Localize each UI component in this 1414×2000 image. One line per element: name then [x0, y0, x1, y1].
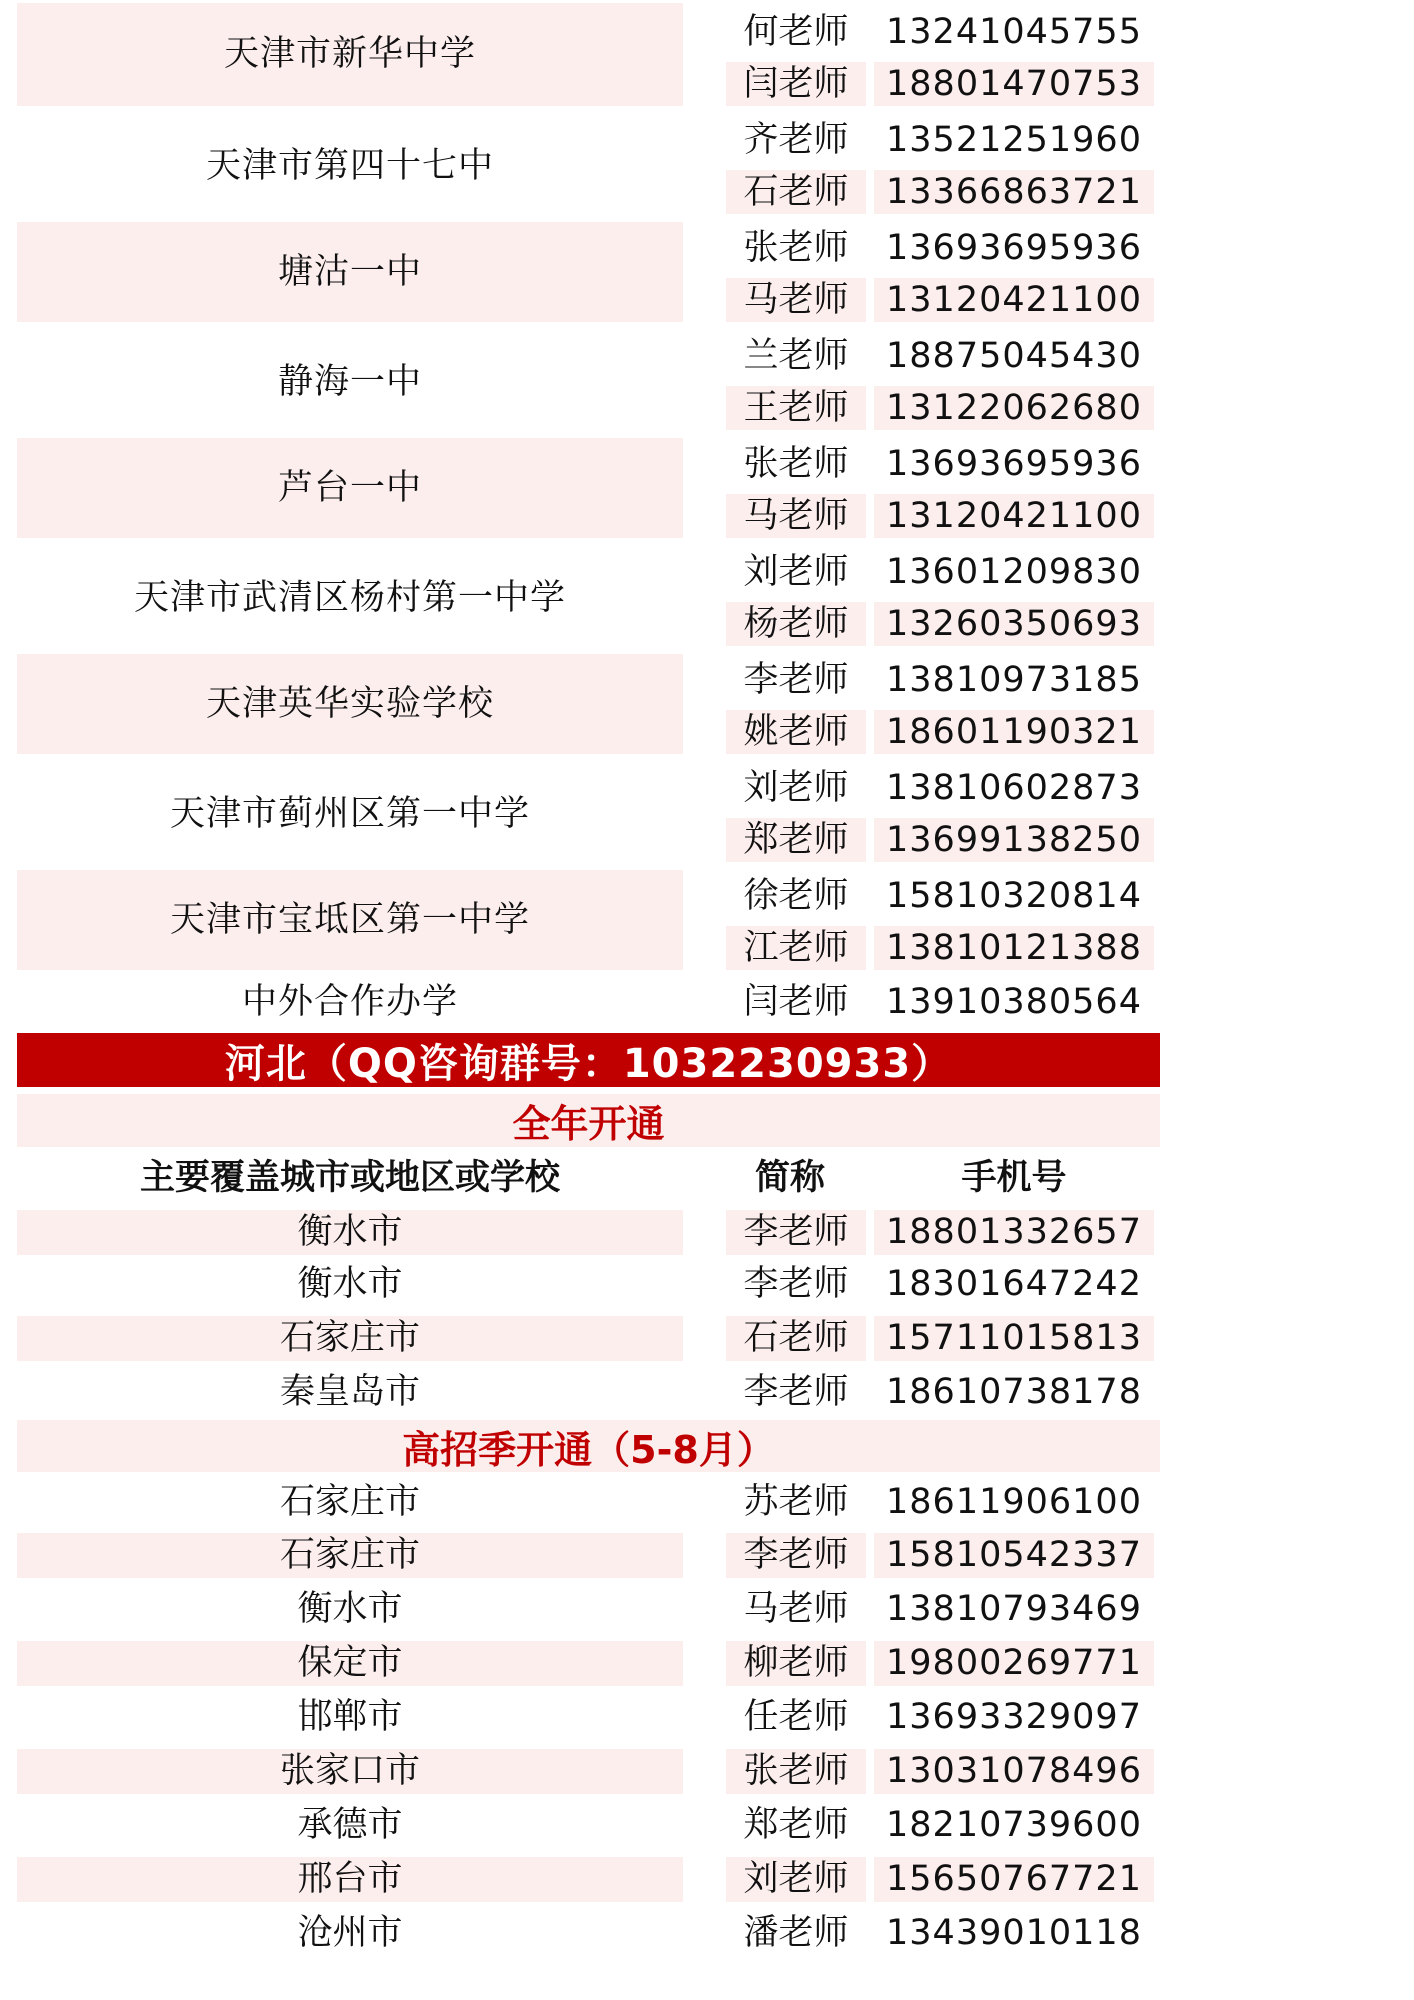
region-cell: 衡水市	[297, 1264, 403, 1304]
contact-phone: 13260350693	[874, 602, 1154, 646]
region-cell: 石家庄市	[279, 1482, 420, 1522]
contact-phone: 13521251960	[886, 119, 1142, 160]
season-title: 高招季开通（5-8月）	[17, 1420, 1160, 1472]
contact-name: 苏老师	[743, 1482, 849, 1522]
phone-column-header: 手机号	[961, 1157, 1067, 1198]
contact-name: 闫老师	[743, 981, 849, 1022]
region-cell: 承德市	[297, 1805, 403, 1845]
contact-name: 闫老师	[726, 62, 866, 106]
contact-phone: 13693695936	[886, 227, 1142, 268]
contact-name: 张老师	[743, 227, 849, 268]
contact-phone: 13810602873	[886, 767, 1142, 808]
contact-name: 郑老师	[726, 818, 866, 862]
contact-name: 柳老师	[726, 1641, 866, 1686]
contact-name: 兰老师	[743, 335, 849, 376]
contact-name: 马老师	[726, 278, 866, 322]
contact-phone: 15810542337	[874, 1533, 1154, 1578]
region-column-header: 主要覆盖城市或地区或学校	[139, 1157, 560, 1198]
contact-phone: 18801470753	[874, 62, 1154, 106]
contact-name: 何老师	[743, 11, 849, 52]
contact-phone: 13366863721	[874, 170, 1154, 214]
contact-name: 马老师	[743, 1589, 849, 1629]
contact-name: 李老师	[726, 1210, 866, 1255]
contact-name: 刘老师	[743, 767, 849, 808]
contact-name: 石老师	[726, 170, 866, 214]
contact-name: 潘老师	[743, 1913, 849, 1953]
contact-name: 张老师	[743, 443, 849, 484]
contact-phone: 13601209830	[886, 551, 1142, 592]
contact-phone: 13439010118	[886, 1913, 1142, 1953]
school-cell: 天津市新华中学	[17, 3, 683, 106]
contact-phone: 13699138250	[874, 818, 1154, 862]
contact-phone: 13241045755	[886, 11, 1142, 52]
contact-name: 李老师	[743, 659, 849, 700]
region-cell: 邢台市	[17, 1857, 683, 1902]
contact-name: 姚老师	[726, 710, 866, 754]
school-cell: 天津市蓟州区第一中学	[169, 793, 530, 834]
contact-phone: 13122062680	[874, 386, 1154, 430]
contact-phone: 18611906100	[886, 1482, 1142, 1522]
region-cell: 衡水市	[297, 1589, 403, 1629]
contact-phone: 15810320814	[886, 875, 1142, 916]
contact-phone: 13693695936	[886, 443, 1142, 484]
contact-name: 江老师	[726, 926, 866, 970]
contact-phone: 13120421100	[874, 494, 1154, 538]
school-cell: 天津市宝坻区第一中学	[17, 870, 683, 970]
region-cell: 沧州市	[297, 1913, 403, 1953]
region-cell: 保定市	[17, 1641, 683, 1686]
contact-phone: 13031078496	[874, 1749, 1154, 1794]
contact-phone: 13810793469	[886, 1589, 1142, 1629]
contact-name: 郑老师	[743, 1805, 849, 1845]
contact-name: 齐老师	[743, 119, 849, 160]
contact-phone: 15711015813	[874, 1316, 1154, 1361]
contact-phone: 13810973185	[886, 659, 1142, 700]
contact-name: 徐老师	[743, 875, 849, 916]
abbr-column-header: 简称	[754, 1157, 825, 1198]
region-cell: 张家口市	[17, 1749, 683, 1794]
region-cell: 秦皇岛市	[279, 1372, 420, 1412]
contact-phone: 19800269771	[874, 1641, 1154, 1686]
contact-name: 王老师	[726, 386, 866, 430]
contact-phone: 18301647242	[886, 1264, 1142, 1304]
contact-name: 李老师	[726, 1533, 866, 1578]
school-cell: 天津英华实验学校	[17, 654, 683, 754]
contact-name: 张老师	[726, 1749, 866, 1794]
contact-phone: 13910380564	[886, 981, 1142, 1022]
school-cell: 塘沽一中	[17, 222, 683, 322]
contact-name: 刘老师	[743, 551, 849, 592]
region-cell: 石家庄市	[17, 1316, 683, 1361]
full-year-title: 全年开通	[17, 1094, 1160, 1147]
hebei-banner: 河北（QQ咨询群号：1032230933）	[17, 1033, 1160, 1087]
contact-phone: 18210739600	[886, 1805, 1142, 1845]
region-cell: 邯郸市	[297, 1697, 403, 1737]
contact-phone: 18875045430	[886, 335, 1142, 376]
contact-phone: 13693329097	[886, 1697, 1142, 1737]
region-cell: 石家庄市	[17, 1533, 683, 1578]
contact-phone: 13810121388	[874, 926, 1154, 970]
contact-phone: 18610738178	[886, 1372, 1142, 1412]
contact-name: 石老师	[726, 1316, 866, 1361]
contact-phone: 18801332657	[874, 1210, 1154, 1255]
school-cell: 天津市武清区杨村第一中学	[133, 577, 566, 618]
contact-name: 杨老师	[726, 602, 866, 646]
contact-name: 李老师	[743, 1372, 849, 1412]
school-cell: 中外合作办学	[241, 981, 458, 1022]
contact-name: 马老师	[726, 494, 866, 538]
contact-name: 刘老师	[726, 1857, 866, 1902]
school-cell: 芦台一中	[17, 438, 683, 538]
contact-phone: 15650767721	[874, 1857, 1154, 1902]
contact-name: 李老师	[743, 1264, 849, 1304]
region-cell: 衡水市	[17, 1210, 683, 1255]
contact-phone: 13120421100	[874, 278, 1154, 322]
school-cell: 静海一中	[277, 361, 422, 402]
contact-name: 任老师	[743, 1697, 849, 1737]
school-cell: 天津市第四十七中	[205, 145, 494, 186]
contact-phone: 18601190321	[874, 710, 1154, 754]
